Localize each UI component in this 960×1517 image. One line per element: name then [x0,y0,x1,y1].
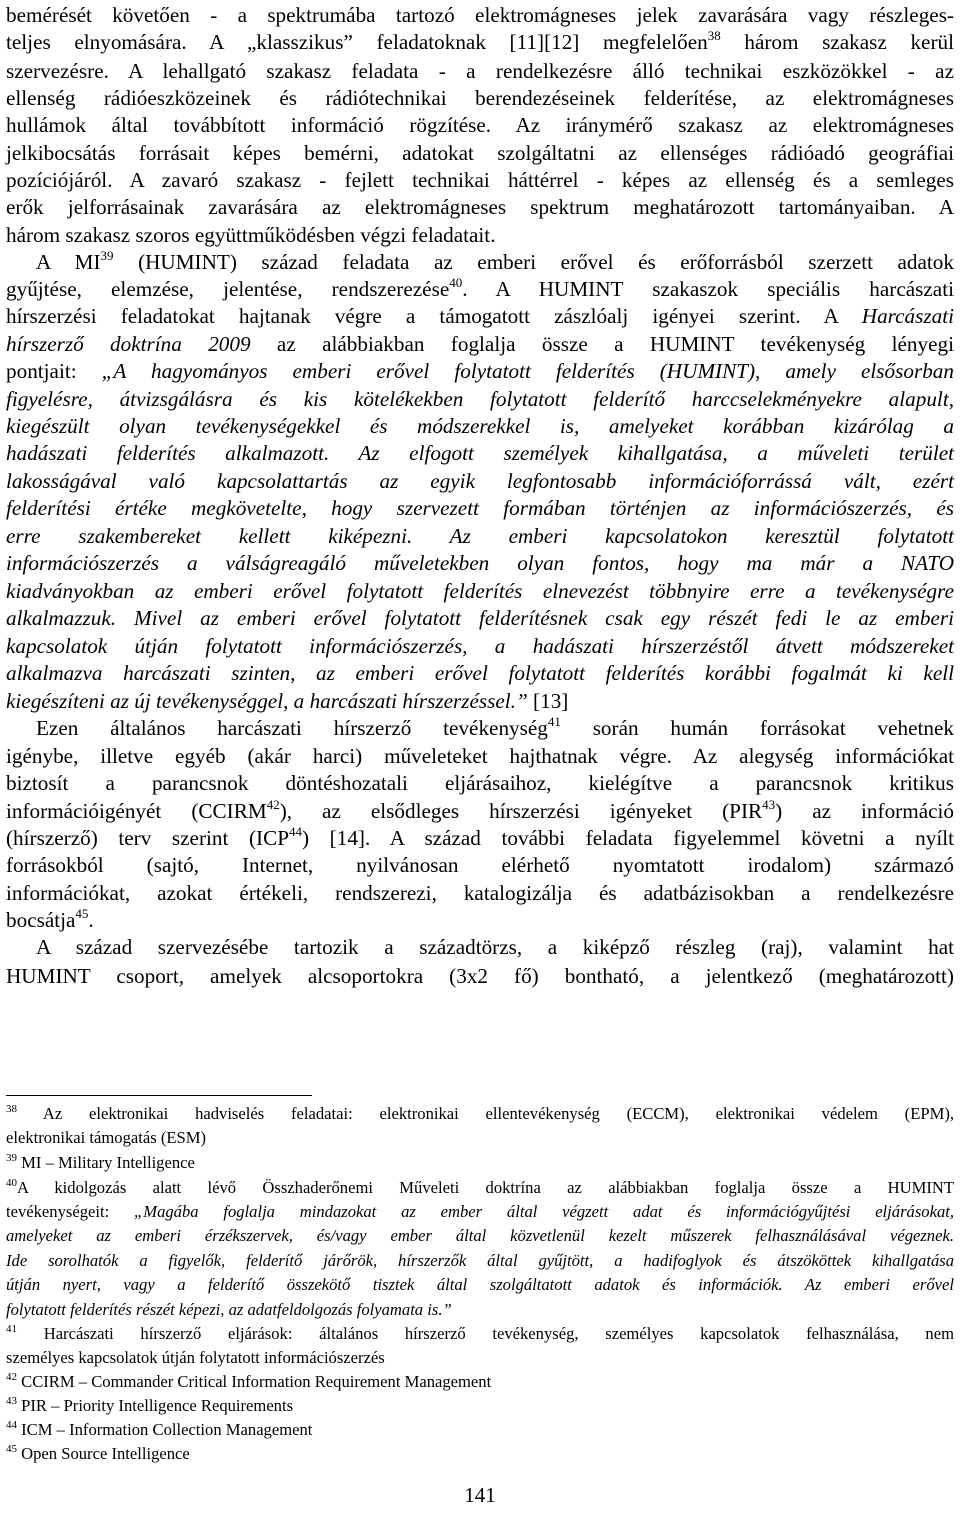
footnote-line [6,1273,954,1297]
footnote-line [6,1394,954,1418]
text-run: . [88,908,94,932]
text-run: ) [14]. A század további feladata figyelemmel követni a nyílt [302,826,954,850]
italic-text-run: amelyeket az emberi érzékszervek, és/vagy ember által közvetlenül kezelt műszerek felhasználásával végeznek. [6,1226,954,1245]
text-run: MI – Military Intelligence [17,1153,195,1172]
text-run: A század szervezésébe tartozik a századtörzs, a kiképző részleg (raj), valamint hat [36,935,954,959]
italic-text-run: figyelésre, átvizsgálásra és kis kötelékekben folytatott felderítő harccselekményekre alapult, [6,387,954,411]
italic-text-run: „A hagyományos emberi erővel folytatott felderítés (HUMINT), amely elsősorban [101,359,954,383]
body-line [6,548,954,578]
italic-text-run: felderítési értéke megkövetelte, hogy szervezett formában történjen az információszerzés, és [6,496,954,520]
footnote-reference: 38 [6,1103,17,1115]
body-line [6,192,954,222]
text-run: erők jelforrásainak zavarására az elektromágneses spektrum meghatározott tartományaiban. A [6,195,954,219]
body-line [6,220,954,250]
text-run: PIR – Priority Intelligence Requirements [17,1396,294,1415]
footnote-line [6,1151,954,1175]
footnote-reference: 45 [75,906,89,921]
italic-text-run: lakosságával való kapcsolattartás az egyik legfontosabb információforrássá vált, ezért [6,469,954,493]
text-run: ICM – Information Collection Management [17,1420,313,1439]
italic-text-run: kapcsolatok útján folytatott információszerzés, a hadászati hírszerzéstől átvett módszereket [6,634,954,658]
italic-text-run: kiegészíteni az új tevékenységgel, a harcászati hírszerzéssel.” [6,689,528,713]
footnote-line [6,1200,954,1224]
footnote-reference: 45 [6,1443,17,1455]
text-run: biztosít a parancsnok döntéshozatali eljárásaihoz, kielégítve a parancsnok kritikus [6,771,954,795]
body-line [6,138,954,168]
body-line [6,850,954,880]
footnote-reference: 40 [449,275,463,290]
text-run: információkat, azokat értékeli, rendszerezi, katalogizálja és adatbázisokban a rendelkezésre [6,881,954,905]
body-line [6,438,954,468]
body-line [6,796,954,826]
body-line [6,165,954,195]
text-run: pontjait: [6,359,102,383]
text-run: elektronikai támogatás (ESM) [6,1128,206,1147]
italic-text-run: hírszerző doktrína 2009 [6,332,251,356]
footnote-reference: 41 [547,714,561,729]
body-line [6,741,954,771]
body-line [6,576,954,606]
text-run: HUMINT csoport, amelyek alcsoportokra (3x2 fő) bontható, a jelentkező (meghatározott) [6,964,954,988]
italic-text-run: „Magába foglalja mindazokat az ember által végzett adat és információgyűjtési eljárásokat, [134,1202,954,1221]
body-line [6,768,954,798]
footnote-line [6,1370,954,1394]
footnote-reference: 42 [6,1371,17,1383]
footnote-line [6,1126,954,1150]
italic-text-run: kiegészült olyan tevékenységekkel és módszerekkel is, amelyeket korábban kizárólag a [6,414,954,438]
text-run: szervezésre. A lehallgató szakasz feladata - a rendelkezésre álló technikai eszközökkel - az [6,59,954,83]
body-line [6,27,954,57]
text-run: jelkibocsátás forrásait képes bemérni, adatokat szolgáltatni az ellenséges rádióadó geográfiai [6,141,954,165]
footnote-reference: 39 [6,1152,17,1164]
text-run: hullámok által továbbított információ rögzítése. Az iránymérő szakasz az elektromágneses [6,113,954,137]
body-line [6,932,954,962]
body-line [6,0,954,30]
body-line [6,521,954,551]
footnote-reference: 40 [6,1177,17,1189]
body-line [6,83,954,113]
text-run: során humán forrásokat vehetnek [560,716,954,740]
italic-text-run: folytatott felderítés részét képezi, az adatfeldolgozás folyamata is.” [6,1300,452,1319]
body-line [6,878,954,908]
text-run: Ezen általános harcászati hírszerző tevékenység [36,716,548,740]
italic-text-run: alkalmazzuk. Mivel az emberi erővel folytatott felderítésnek csak egy részét fedi le az emberi [6,606,954,630]
body-line [6,631,954,661]
text-run: bemérését követően - a spektrumába tartozó elektromágneses jelek zavarására vagy részleges- [6,3,954,27]
text-run: ) az információ [775,799,955,823]
footnote-line [6,1418,954,1442]
body-line [6,713,954,743]
text-run: CCIRM – Commander Critical Information Requirement Management [17,1372,492,1391]
footnote-reference: 43 [6,1395,17,1407]
text-run: A MI [36,250,101,274]
footnote-line [6,1442,954,1466]
footnote-line [6,1322,954,1346]
text-run: három szakasz kerül [720,30,954,54]
italic-text-run: kiadványokban az emberi erővel folytatott felderítés elnevezést többnyire erre a tevékenységre [6,579,954,603]
text-run: bocsátja [6,908,76,932]
text-run: hírszerzési feladatokat hajtanak végre a támogatott zászlóalj igényei szerint. A [6,304,862,328]
text-run: személyes kapcsolatok útján folytatott információszerzés [6,1348,385,1367]
body-line [6,329,954,359]
italic-text-run: útján nyert, vagy a felderítő összekötő tisztek által szolgáltatott adatok és információk. Az emberi erővel [6,1275,954,1294]
italic-text-run: erre szakembereket kellett kiképezni. Az emberi kapcsolatokon keresztül folytatott [6,524,954,548]
text-run: [13] [527,689,569,713]
footnote-line [6,1249,954,1273]
body-line [6,411,954,441]
body-line [6,658,954,688]
footnote-line [6,1346,954,1370]
text-run: ellenség rádióeszközeinek és rádiótechnikai berendezéseinek felderítése, az elektromágneses [6,86,954,110]
text-run: igénybe, illetve egyéb (akár harci) műveleteket hajthatnak végre. Az alegység információkat [6,744,954,768]
text-run: három szakasz szoros együttműködésben végzi feladatait. [6,223,496,247]
footnote-separator [6,1095,312,1096]
body-line [6,301,954,331]
italic-text-run: hadászati felderítés alkalmazott. Az elfogott személyek kihallgatása, a műveleti terület [6,441,954,465]
footnote-line [6,1224,954,1248]
text-run: az alábbiakban foglalja össze a HUMINT tevékenység lényegi [250,332,954,356]
footnote-line [6,1102,954,1126]
footnote-reference: 41 [6,1323,17,1335]
text-run: gyűjtése, elemzése, jelentése, rendszerezése [6,277,450,301]
italic-text-run: Ide sorolhatók a figyelők, felderítő járőrök, hírszerzők által gyűjtött, a hadifoglyok és átszököttek kihallgatása [6,1251,954,1270]
body-line [6,493,954,523]
text-run: A kidolgozás alatt lévő Összhaderőnemi Műveleti doktrína az alábbiakban foglalja össze a HUMINT [17,1178,954,1197]
page-number: 141 [464,1483,496,1507]
body-line [6,384,954,414]
italic-text-run: információszerzés a válságreagáló műveletekben olyan fontos, hogy ma már a NATO [6,551,954,575]
text-run: tevékenységeit: [6,1202,135,1221]
footnote-reference: 44 [289,824,303,839]
body-line [6,823,954,853]
body-line [6,274,954,304]
footnote-reference: 38 [707,28,721,43]
footnote-reference: 44 [6,1419,17,1431]
footnote-line [6,1176,954,1200]
text-run: . A HUMINT szakaszok speciális harcászati [462,277,954,301]
italic-text-run: alkalmazva harcászati szinten, az emberi erővel folytatott felderítés korábbi fogalmát ki kell [6,661,954,685]
body-line [6,247,954,277]
body-line [6,603,954,633]
text-run: (hírszerző) terv szerint (ICP [6,826,290,850]
footnote-reference: 39 [100,248,114,263]
text-run: (HUMINT) század feladata az emberi erővel és erőforrásból szerzett adatok [113,250,954,274]
text-run: ), az elsődleges hírszerzési igényeket (PIR [279,799,763,823]
footnote-reference: 43 [762,797,776,812]
italic-text-run: Harcászati [861,304,954,328]
text-run: információigényét (CCIRM [6,799,267,823]
body-line [6,356,954,386]
text-run: pozíciójáról. A zavaró szakasz - fejlett technikai háttérrel - képes az ellenség és a semleges [6,168,954,192]
body-line [6,686,954,716]
text-run: forrásokból (sajtó, Internet, nyilvánosan elérhető nyomtatott irodalom) származó [6,853,954,877]
footnote-line [6,1298,954,1322]
body-line [6,110,954,140]
text-run: Az elektronikai hadviselés feladatai: elektronikai ellentevékenység (ECCM), elektronikai védelem (EPM), [17,1104,954,1123]
body-line [6,466,954,496]
text-run: teljes elnyomására. A „klasszikus” feladatoknak [11][12] megfelelően [6,30,708,54]
text-run: Open Source Intelligence [17,1444,190,1463]
body-line [6,961,954,991]
footnote-reference: 42 [266,797,280,812]
text-run: Harcászati hírszerző eljárások: általános hírszerző tevékenység, személyes kapcsolatok felhasználása, nem [17,1324,954,1343]
body-line [6,905,954,935]
body-line [6,56,954,86]
